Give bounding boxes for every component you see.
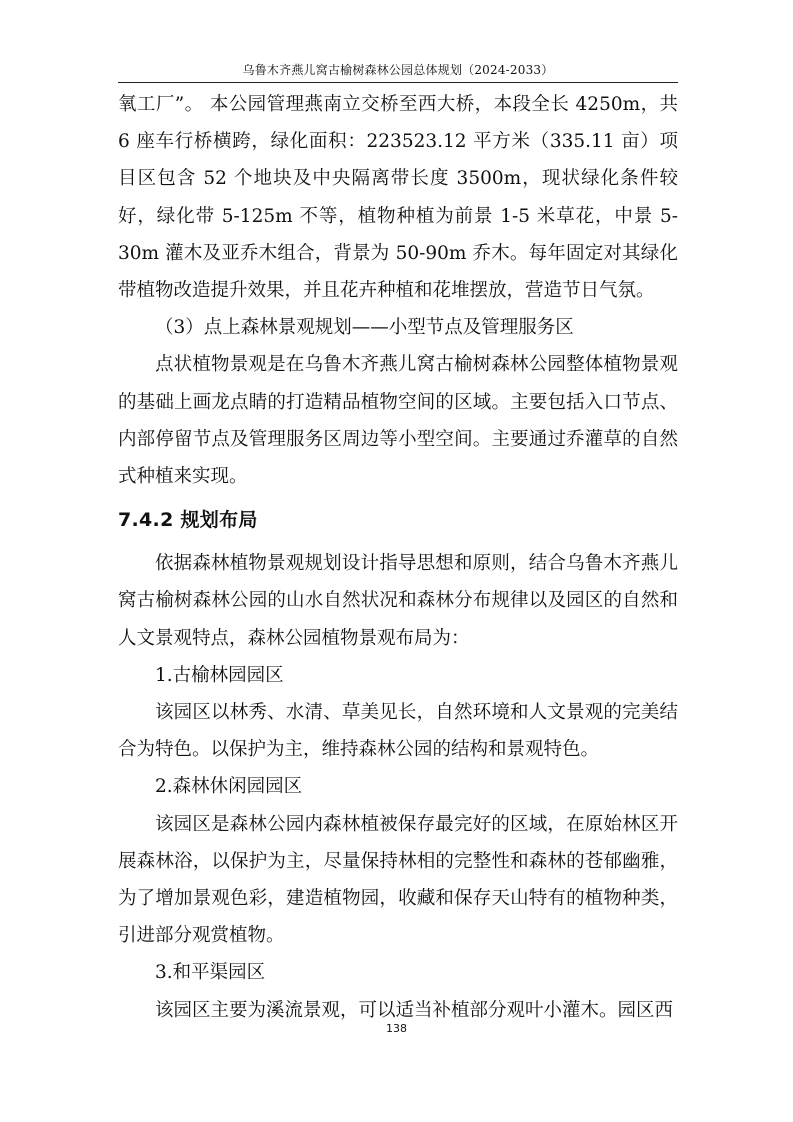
paragraph: 依据森林植物景观规划设计指导思想和原则，结合乌鲁木齐燕儿窝古榆树森林公园的山水自然状况和森林分布规律以及园区的自然和人文景观特点，森林公园植物景观布局为： [118,553,678,649]
paragraph: 氧工厂”。 本公园管理燕南立交桥至西大桥，本段全长 4250m，共 6 座车行桥横跨，绿化面积：223523.12 平方米（335.11 亩）项目区包含 52 个地块及中央隔离带长度 3500m，现状绿化条件较好，绿化带 5-125m 不等，植物种植为前景 1-5 米草花，中景 5-30m 灌木及亚乔木组合，背景为 50-90m 乔木。每年固定对其绿化带植物改造提升效果，并且花卉种植和花堆摆放，营造节日气氛。 [118,94,678,302]
page-number: 138 [386,1022,407,1035]
paragraph: 该园区主要为溪流景观，可以适当补植部分观叶小灌木。园区西 [155,999,674,1021]
paragraph: 该园区以林秀、水清、草美见长，自然环境和人文景观的完美结合为特色。以保护为主，维持森林公园的结构和景观特色。 [118,702,678,761]
subsection-title: （3）点上森林景观规划——小型节点及管理服务区 [155,317,574,339]
page-header: 乌鲁木齐燕儿窝古榆树森林公园总体规划（2024-2033） [242,63,554,77]
paragraph: 点状植物景观是在乌鲁木齐燕儿窝古榆树森林公园整体植物景观的基础上画龙点睛的打造精品植物空间的区域。主要包括入口节点、内部停留节点及管理服务区周边等小型空间。主要通过乔灌草的自然式种植来实现。 [118,354,678,488]
paragraph: 该园区是森林公园内森林植被保存最完好的区域，在原始林区开展森林浴，以保护为主，尽量保持林相的完整性和森林的苍郁幽雅，为了增加景观色彩，建造植物园，收藏和保存天山特有的植物种类，引进部分观赏植物。 [118,813,678,947]
list-item-title: 1.古榆林园园区 [155,664,284,686]
document-body [118,86,678,1029]
list-item-title: 3.和平渠园区 [155,962,266,984]
section-heading: 7.4.2 规划布局 [118,509,258,532]
header-divider [118,82,678,83]
list-item-title: 2.森林休闲园园区 [155,776,303,798]
